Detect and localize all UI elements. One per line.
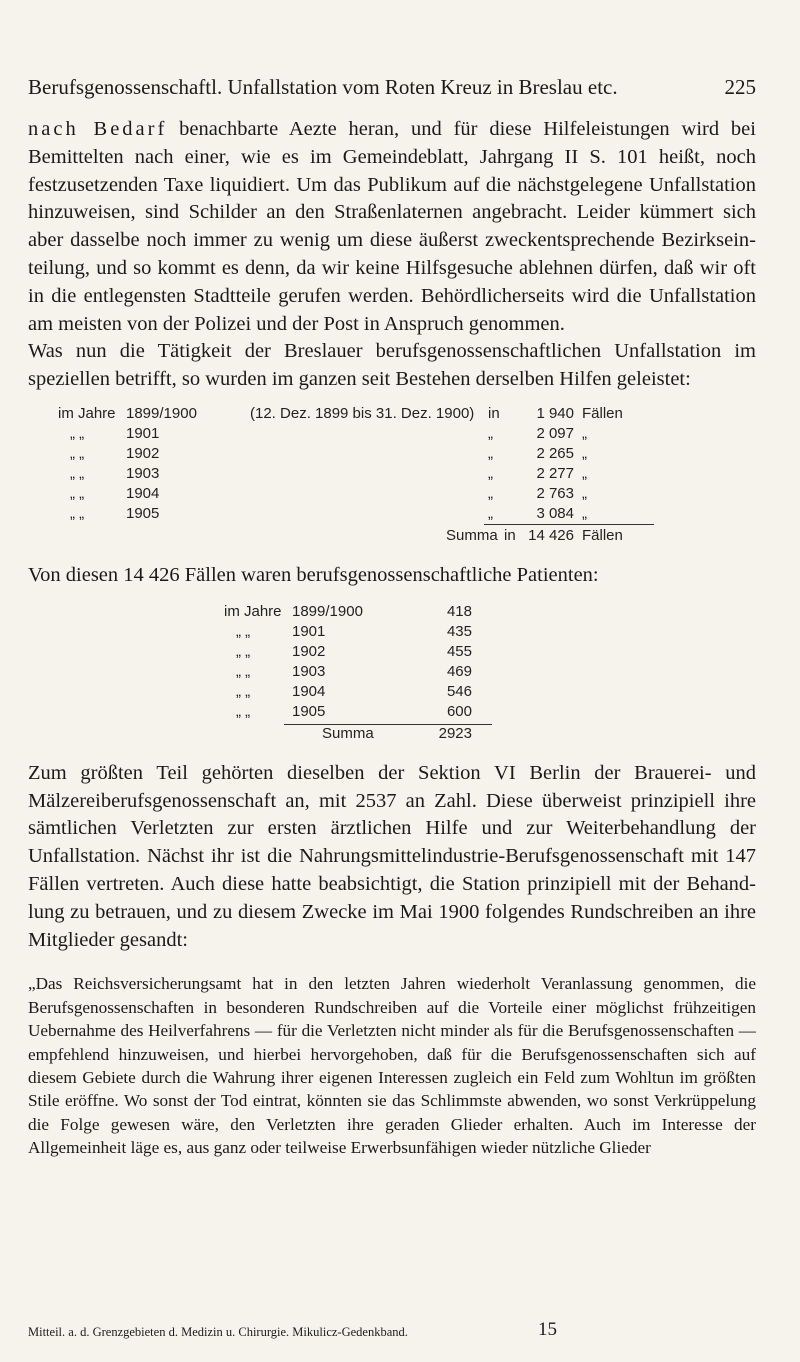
sum-value: 14 426 bbox=[528, 526, 574, 544]
page-number: 225 bbox=[724, 75, 756, 99]
table-row bbox=[224, 662, 624, 682]
table-row bbox=[58, 424, 738, 444]
table-cell-value: 418 bbox=[446, 602, 472, 620]
table-row bbox=[224, 682, 624, 702]
table-cell-value: 455 bbox=[446, 642, 472, 660]
sum-value: 2923 bbox=[438, 724, 472, 742]
table-cell-year: 1902 bbox=[292, 642, 326, 660]
table-cell-in: „ bbox=[488, 444, 493, 462]
table-cell-year: 1905 bbox=[292, 702, 326, 720]
table-cell-year: 1904 bbox=[126, 484, 160, 502]
footer-text: Mitteil. a. d. Grenzgebieten d. Medizin u. Chirurgie. Mikulicz-Gedenkband. bbox=[28, 1325, 408, 1339]
table-cell-year: 1904 bbox=[292, 682, 326, 700]
table-cell-prefix: „ „ bbox=[70, 504, 85, 522]
table-cell-year: 1902 bbox=[126, 444, 160, 462]
table-cell-in: „ bbox=[488, 484, 493, 502]
table-cell-note: (12. Dez. 1899 bis 31. Dez. 1900) bbox=[250, 404, 475, 422]
table-cell-prefix: im Jahre bbox=[58, 404, 116, 422]
sum-label: Summa bbox=[446, 526, 498, 544]
table-row bbox=[58, 504, 738, 524]
sum-label: Summa bbox=[322, 724, 374, 742]
table-cell-value: 2 097 bbox=[536, 424, 574, 442]
table-cell-value: 469 bbox=[446, 662, 472, 680]
table-cell-value: 600 bbox=[446, 702, 472, 720]
table-row bbox=[58, 484, 738, 504]
spaced-phrase: nach Bedarf bbox=[28, 118, 168, 140]
table-cell-prefix: im Jahre bbox=[224, 602, 282, 620]
sum-unit: Fällen bbox=[582, 526, 623, 544]
table-row bbox=[58, 464, 738, 484]
table-row bbox=[224, 602, 624, 622]
table-sum-row bbox=[58, 524, 738, 548]
patients-table bbox=[224, 602, 624, 746]
table-cell-year: 1899/1900 bbox=[292, 602, 363, 620]
running-head bbox=[28, 74, 756, 100]
table-cell-year: 1903 bbox=[126, 464, 160, 482]
table-cell-value: 2 277 bbox=[536, 464, 574, 482]
table-cell-value: 2 763 bbox=[536, 484, 574, 502]
table-cell-prefix: „ „ bbox=[236, 622, 251, 640]
table-cell-year: 1899/1900 bbox=[126, 404, 197, 422]
table-cell-year: 1903 bbox=[292, 662, 326, 680]
table-row bbox=[58, 444, 738, 464]
table-cell-prefix: „ „ bbox=[70, 424, 85, 442]
table-cell-value: 435 bbox=[446, 622, 472, 640]
table-cell-prefix: „ „ bbox=[236, 642, 251, 660]
signature-mark: 15 bbox=[538, 1319, 557, 1340]
table-cell-in: in bbox=[488, 404, 500, 422]
footer bbox=[28, 1319, 756, 1341]
table-cell-prefix: „ „ bbox=[236, 682, 251, 700]
table-cell-in: „ bbox=[488, 424, 493, 442]
paragraph-4: Zum größten Teil gehörten dieselben der Sektion VI Berlin der Brauerei- und Mälzereiberufsgenossenschaft an, mit 2537 an Zahl. Diese überweist prinzipiell ihre sämtlichen Verletzten zur ersten ärztlichen Hilfe und zur Weiterbehandlung der Unfallstation. Nächst ihr ist die Nahrungsmittelindustrie-Berufsgenossenschaft mit 147 Fällen vertreten. Auch diese hatte beabsichtigt, die Station prinzipiell mit der Behandlung zu betrauen, und zu diesem Zwecke im Mai 1900 folgendes Rundschreiben an ihre Mitglieder gesandt: bbox=[28, 761, 756, 951]
table-cell-unit: „ bbox=[582, 504, 587, 522]
paragraph-2: Was nun die Tätigkeit der Breslauer berufsgenossenschaftlichen Unfallstation im speziellen betrifft, so wurden im ganzen seit Bestehen derselben Hilfen geleistet: bbox=[28, 340, 756, 391]
table-cell-unit: „ bbox=[582, 424, 587, 442]
table-cell-unit: „ bbox=[582, 444, 587, 462]
table-cell-prefix: „ „ bbox=[70, 484, 85, 502]
table-row bbox=[58, 404, 738, 424]
table-cell-value: 3 084 bbox=[536, 504, 574, 522]
running-title: Berufsgenossenschaftl. Unfallstation vom Roten Kreuz in Breslau etc. bbox=[28, 75, 618, 99]
circular-quote: „Das Reichsversicherungsamt hat in den letzten Jahren wiederholt Veranlassung genommen, die Berufsgenossenschaften in besonderen Rundschreiben auf die Vorteile einer möglichst frühzeitigen Uebernahme des Heilverfahrens — für die Verletzten nicht minder als für die Berufsgenossenschaften — empfehlend hinzuweisen, und hierbei hervorgehoben, daß für die Berufsgenossenschaften sich auf diesem Gebiete durch die Wahrung ihrer eigenen Interessen zugleich ein Feld zum Wohltun im größten Stile eröffne. Wo sonst der Tod eintrat, könnten sie das Schlimmste abwenden, wo sonst Verkrüppelung die Folge gewesen wäre, den Verletzten ihre geraden Glieder erhalten. Auch im Interesse der Allgemeinheit läge es, aus ganz oder teilweise Erwerbsunfähigen wieder nützliche Glieder bbox=[28, 974, 756, 1158]
table-cell-in: „ bbox=[488, 464, 493, 482]
paragraph-1 bbox=[28, 116, 756, 338]
cases-table bbox=[58, 404, 738, 548]
table-cell-unit: „ bbox=[582, 464, 587, 482]
table-cell-prefix: „ „ bbox=[70, 464, 85, 482]
table-cell-unit: „ bbox=[582, 484, 587, 502]
table-sum-row bbox=[224, 722, 624, 746]
sum-rule bbox=[484, 524, 654, 525]
table-cell-unit: Fällen bbox=[582, 404, 623, 422]
paragraph-3: Von diesen 14 426 Fällen waren berufsgenossenschaftliche Patienten: bbox=[28, 563, 599, 586]
page-body bbox=[28, 116, 756, 1160]
table-cell-year: 1905 bbox=[126, 504, 160, 522]
table-row bbox=[224, 702, 624, 722]
table-cell-year: 1901 bbox=[292, 622, 326, 640]
table-cell-year: 1901 bbox=[126, 424, 160, 442]
table-cell-in: „ bbox=[488, 504, 493, 522]
table-cell-value: 546 bbox=[446, 682, 472, 700]
table-cell-prefix: „ „ bbox=[236, 662, 251, 680]
table-cell-prefix: „ „ bbox=[70, 444, 85, 462]
paragraph-1-text: benachbarte Aezte heran, und für diese Hilfeleistungen wird bei Bemittelten nach einer, wie es im Gemeindeblatt, Jahrgang II S. 101 heißt, noch festzusetzenden Taxe liquidiert. Um das Publikum auf die nächstgelegene Unfallstation hinzuweisen, sind Schilder an den Straßenlaternen angebracht. Leider kümmert sich aber dasselbe noch immer zu wenig um diese äußerst zweckentsprechende Bezirkseinteilung, und so kommt es denn, da wir keine Hilfsgesuche ablehnen dürfen, daß wir oft in die entlegensten Stadtteile gerufen werden. Behördlicherseits wird die Unfallstation am meisten von der Polizei und der Post in Anspruch genommen. bbox=[28, 118, 756, 335]
table-cell-value: 1 940 bbox=[536, 404, 574, 422]
table-cell-value: 2 265 bbox=[536, 444, 574, 462]
table-cell-prefix: „ „ bbox=[236, 702, 251, 720]
table-row bbox=[224, 642, 624, 662]
sum-in: in bbox=[504, 526, 516, 544]
table-row bbox=[224, 622, 624, 642]
